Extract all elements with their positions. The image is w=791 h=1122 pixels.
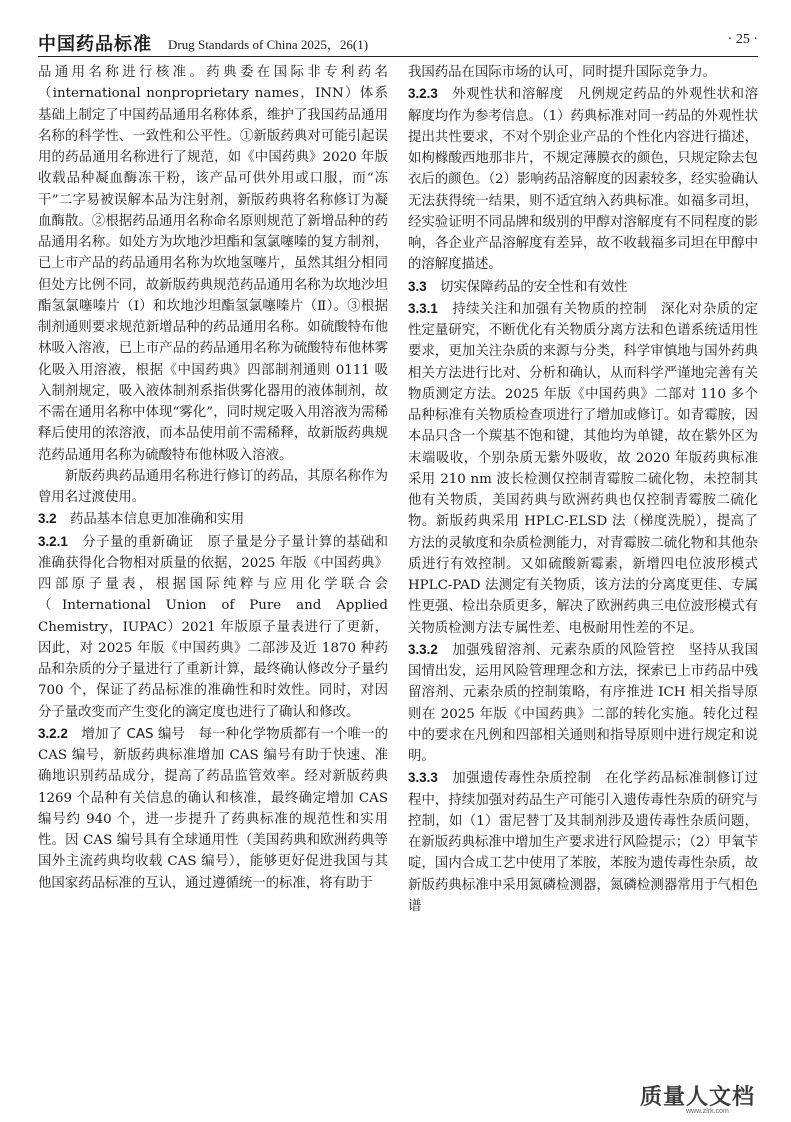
left-column bbox=[38, 62, 388, 894]
watermark-url: www.zlrk.com bbox=[686, 1108, 729, 1115]
paragraph: 我国药品在国际市场的认可，同时提升国际竞争力。 bbox=[408, 65, 716, 80]
subsection-3-3-1: 3.3.1 持续关注和加强有关物质的控制 深化对杂质的定性定量研究，不断优化有关物质分离方法和色谱系统适用性要求，更加关注杂质的来源与分类，科学审慎地与国外药典相关方法进行比对、分析和确认，从而科学严谨地完善有关物质测定方法。2025 年版《中国药典》二部对 110 多个品种标准有关物质检查项进行了增加或修订。如青霉胺，因本品只含一个羰基不饱和键，其他均为单键，故在紫外区为末端吸收，个别杂质无紫外吸收，故 2020 年版药典标准采用 210 nm 波长检测仅控制青霉胺二硫化物，未控制其他有关物质，美国药典与欧洲药典也仅控制青霉胺二硫化物。新版药典采用 HPLC-ELSD 法（梯度洗脱），提高了方法的灵敏度和杂质检测能力，对青霉胺二硫化物和其他杂质进行有效控制。又如硫酸新霉素，新增四电位波形模式 HPLC-PAD 法测定有关物质，该方法的分离度更佳、专属性更强、检出杂质更多，解决了欧洲药典三电位波形模式有关物质检测方法专属性差、电极耐用性差的不足。 bbox=[408, 300, 758, 636]
header-rule bbox=[38, 56, 758, 57]
subsection-3-3-3: 3.3.3 加强遗传毒性杂质控制 在化学药品标准制修订过程中，持续加强对药品生产可能引入遗传毒性杂质的研究与控制，如（1）雷尼替丁及其制剂涉及遗传毒性杂质问题，在新版药典标准中增加生产要求进行风险提示；（2）甲氧苄啶，国内合成工艺中使用了苯胺，苯胺为遗传毒性杂质，故新版药典标准中采用氮磷检测器，氮磷检测器常用于气相色谱 bbox=[408, 770, 758, 914]
watermark-logo bbox=[640, 1080, 780, 1114]
subsection-3-3-2: 3.3.2 加强残留溶剂、元素杂质的风险管控 坚持从我国国情出发，运用风险管理理念和方法，探索已上市药品中残留溶剂、元素杂质的控制策略，有序推进 ICH 相关指导原则在 2025 年版《中国药典》二部的转化实施。转化过程中的要求在凡例和四部相关通则和指导原则中进行规定和说明。 bbox=[408, 641, 758, 764]
subsection-3-2-2: 3.2.2 增加了 CAS 编号 每一种化学物质都有一个唯一的 CAS 编号，新版药典标准增加 CAS 编号有助于快速、准确地识别药品成分，提高了药品监管效率。经对新版药典 1269 个品种有关信息的确认和核准，最终确定增加 CAS 编号约 940 个，进一步提升了药典标准的规范性和实用性。因 CAS 编号具有全球通用性（美国药典和欧洲药典等国外主流药典均收载 CAS 编号），能够更好促进我国与其他国家药品标准的互认，通过遵循统一的标准，将有助于 bbox=[38, 725, 389, 891]
subsection-3-2-3: 3.2.3 外观性状和溶解度 凡例规定药品的外观性状和溶解度均作为参考信息。（1）药典标准对同一药品的外观性状提出共性要求，不对个别企业产品的个性化内容进行描述，如枸橼酸西地那非片，不规定薄膜衣的颜色，只规定除去包衣后的颜色。（2）影响药品溶解度的因素较多，经实验确认无法获得统一结果，则不适宜纳入药典标准。如福多司坦，经实验证明不同品牌和级别的甲醇对溶解度有不同程度的影响，各企业产品溶解度有差异，故不收载福多司坦在甲醇中的溶解度描述。 bbox=[408, 86, 758, 273]
journal-title-en: Drug Standards of China 2025，26(1) bbox=[168, 37, 369, 52]
subsection-3-2-1: 3.2.1 分子量的重新确证 原子量是分子量计算的基础和准确获得化合物相对质量的依据，2025 年版《中国药典》四部原子量表，根据国际纯粹与应用化学联合会（International Union of Pure and Applied Chemistry，IUPAC）2021 年版原子量表进行了更新，因此，对 2025 年版《中国药典》二部涉及近 1870 种药品和杂质的分子量进行了重新计算，最终确认修改分子量约 700 个，保证了药品标准的准确性和时效性。同时，对因分子量改变而产生变化的滴定度也进行了确认和修改。 bbox=[38, 533, 388, 720]
section-heading-3-3: 3.3 切实保障药品的安全性和有效性 bbox=[408, 278, 628, 295]
section-heading-3-2: 3.2 药品基本信息更加准确和实用 bbox=[38, 511, 245, 528]
watermark-text: 质量人文档 bbox=[640, 1085, 756, 1110]
paragraph: 品通用名称进行核准。药典委在国际非专利药名（international nonproprietary names，INN）体系基础上制定了中国药品通用名称体系，维护了我国药品通用名称的科学性、一致性和公平性。①新版药典对可能引起误用的药品通用名称进行了规范，如《中国药典》2020 年版收载品种凝血酶冻干粉，该产品可供外用或口服，而“冻干”二字易被误解本品为注射剂，新版药典将名称修订为凝血酶散。②根据药品通用名称命名原则规范了新增品种的药品通用名称。如处方为坎地沙坦酯和氢氯噻嗪的复方制剂，已上市产品的药品通用名称为坎地氢噻片，虽然其组分相同但处方比例不同，故新版药典规范药品通用名称为坎地沙坦酯氢氯噻嗪片（Ⅰ）和坎地沙坦酯氢氯噻嗪片（Ⅱ）。③根据制剂通则要求规范新增品种的药品通用名称。如硫酸特布他林吸入溶液，已上市产品的药品通用名称为硫酸特布他林雾化吸入用溶液，根据《中国药典》四部制剂通则 0111 吸入制剂规定，吸入液体制剂系指供雾化器用的液体制剂，故不需在通用名称中体现“雾化”，同时规定吸入用溶液为需稀释后使用的浓溶液，而本品使用前不需稀释，故新版药典规范药品通用名称为硫酸特布他林吸入溶液。 bbox=[38, 65, 388, 463]
running-header bbox=[38, 30, 758, 58]
page-number: · 25 · bbox=[727, 32, 758, 47]
paragraph: 新版药典药品通用名称进行修订的药品，其原名称作为曾用名过渡使用。 bbox=[38, 468, 388, 505]
journal-title-cn: 中国药品标准 bbox=[38, 34, 152, 55]
right-column bbox=[408, 62, 758, 917]
